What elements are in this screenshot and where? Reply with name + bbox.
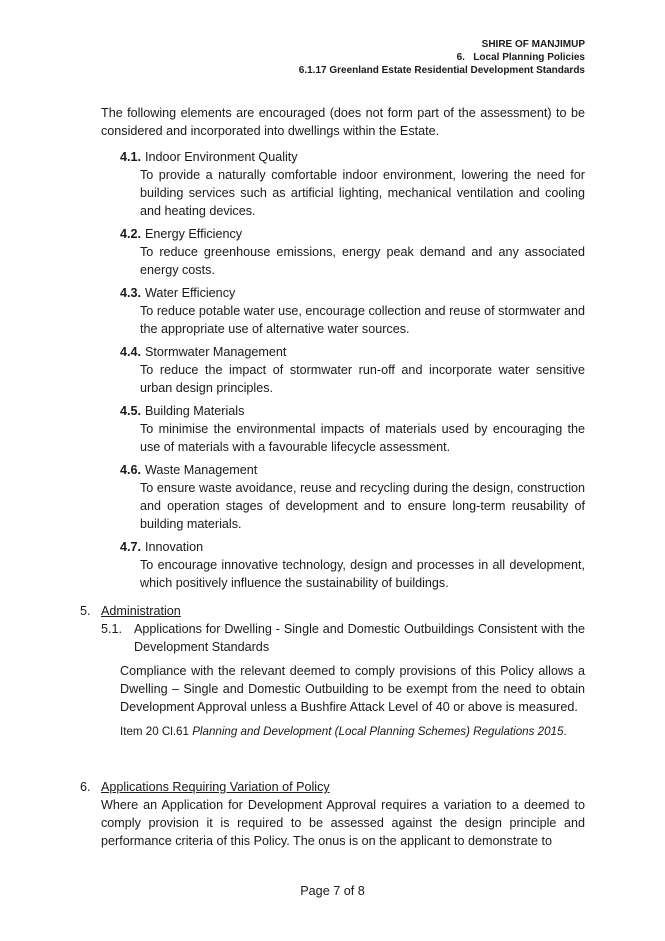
section-administration <box>80 602 585 740</box>
item-description: To provide a naturally comfortable indoor environment, lowering the need for building services such as artificial lighting, mechanical ventilation and cooling and heating devices. <box>140 168 585 218</box>
ref-suffix: . <box>563 725 567 738</box>
item-number: 4.1. <box>120 150 142 164</box>
regulation-reference <box>80 724 585 740</box>
item-number: 4.5. <box>120 404 142 418</box>
compliance-paragraph: Compliance with the relevant deemed to comply provisions of this Policy allows a Dwelling – Single and Domestic Outbuilding to be exempt from the need to obtain Development Approval unless a Bushfire Attack Level of 40 or above is measured. <box>120 664 585 714</box>
section-variation <box>80 778 585 850</box>
item-title: Water Efficiency <box>145 286 236 300</box>
header-policy: 6.1.17 Greenland Estate Residential Development Standards <box>298 65 585 76</box>
list-item <box>120 284 585 338</box>
item-title: Stormwater Management <box>145 345 287 359</box>
item-title: Energy Efficiency <box>145 227 243 241</box>
list-item <box>120 343 585 397</box>
header-org: SHIRE OF MANJIMUP <box>481 39 585 50</box>
item-description: To reduce greenhouse emissions, energy peak demand and any associated energy costs. <box>140 245 585 277</box>
section-title: Applications Requiring Variation of Policy <box>101 780 330 794</box>
item-title: Building Materials <box>145 404 245 418</box>
item-description: To minimise the environmental impacts of materials used by encouraging the use of materials with a favourable lifecycle assessment. <box>140 422 585 454</box>
header-section: 6. Local Planning Policies <box>456 52 585 63</box>
list-item <box>120 538 585 592</box>
page-header <box>299 38 585 77</box>
variation-paragraph: Where an Application for Development Approval requires a variation to a deemed to comply provision it is required to be assessed against the design principle and performance criteria of this Policy. The onus is on the applicant to demonstrate to <box>101 798 585 848</box>
item-description: To ensure waste avoidance, reuse and recycling during the design, construction and operation stages of development and to ensure long-term reusability of building materials. <box>140 481 585 531</box>
item-description: To reduce the impact of stormwater run-off and incorporate water sensitive urban design principles. <box>140 363 585 395</box>
ref-title: Planning and Development (Local Planning Schemes) Regulations 2015 <box>192 725 564 738</box>
item-title: Waste Management <box>145 463 258 477</box>
item-description: To encourage innovative technology, design and processes in all development, which positively influence the sustainability of buildings. <box>140 558 585 590</box>
list-item <box>120 225 585 279</box>
page-number: Page 7 of 8 <box>300 884 365 898</box>
subsection-title: Applications for Dwelling - Single and Domestic Outbuildings Consistent with the Development Standards <box>134 622 585 654</box>
list-item <box>120 148 585 220</box>
section-number: 6. <box>80 780 91 794</box>
list-item <box>120 402 585 456</box>
item-number: 4.4. <box>120 345 142 359</box>
list-item <box>120 461 585 533</box>
section-number: 5. <box>80 604 91 618</box>
item-number: 4.6. <box>120 463 142 477</box>
item-number: 4.2. <box>120 227 142 241</box>
section-title: Administration <box>101 604 181 618</box>
item-title: Indoor Environment Quality <box>145 150 298 164</box>
item-description: To reduce potable water use, encourage collection and reuse of stormwater and the appropriate use of alternative water sources. <box>140 304 585 336</box>
intro-paragraph: The following elements are encouraged (does not form part of the assessment) to be considered and incorporated into dwellings within the Estate. <box>101 106 585 138</box>
encouraged-elements-list <box>120 148 585 597</box>
ref-prefix: Item 20 Cl.61 <box>120 725 193 738</box>
item-title: Innovation <box>145 540 204 554</box>
item-number: 4.3. <box>120 286 142 300</box>
subsection-number: 5.1. <box>101 622 123 636</box>
item-number: 4.7. <box>120 540 142 554</box>
